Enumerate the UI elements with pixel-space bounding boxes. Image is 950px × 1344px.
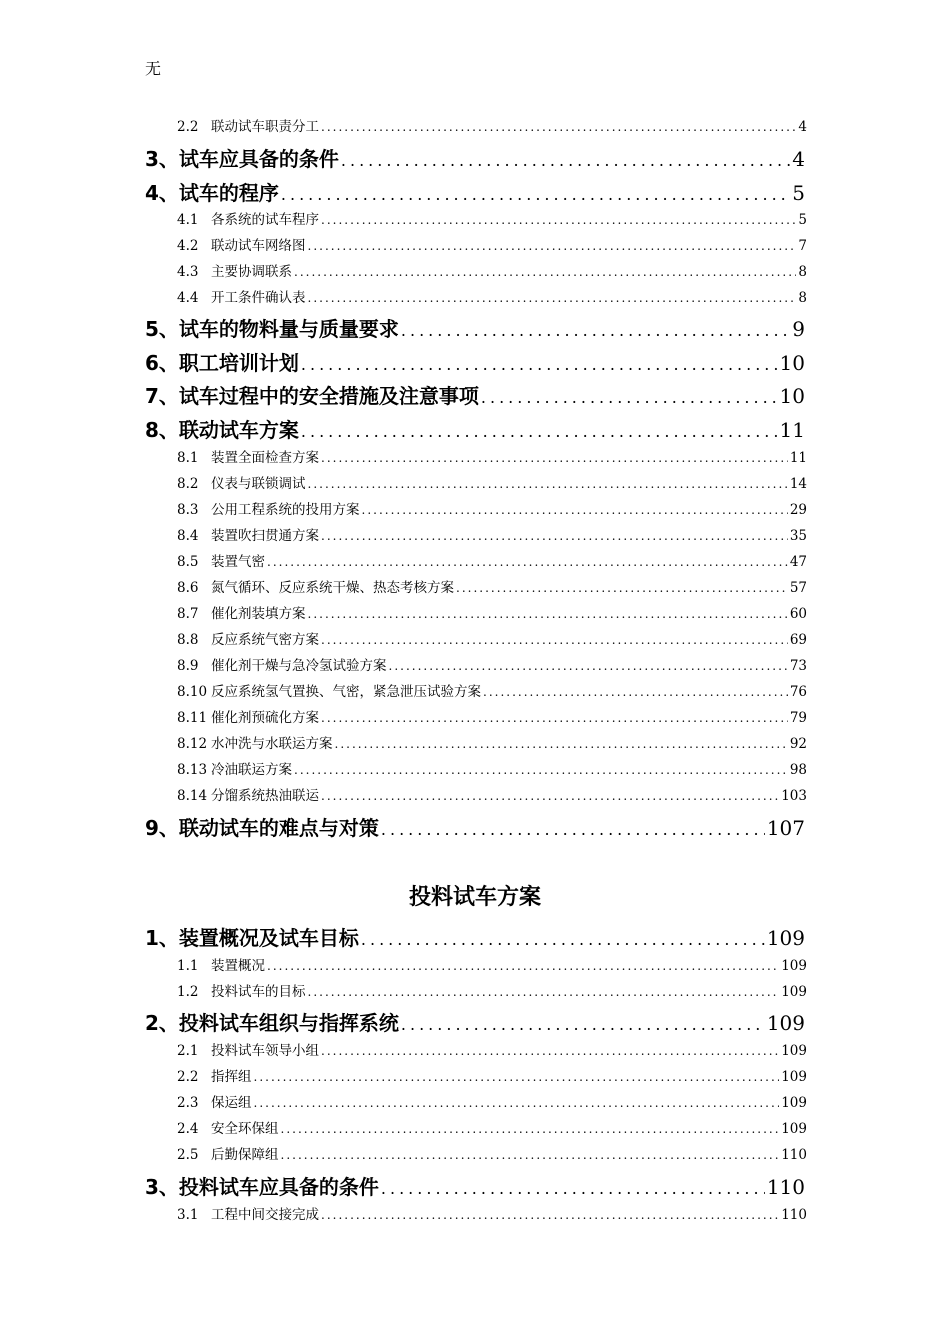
- toc-leader-dots: [321, 120, 796, 134]
- toc-entry-title: 4、试车的程序: [145, 181, 279, 205]
- toc-section-entry[interactable]: [177, 602, 807, 622]
- toc-page-number: 11: [779, 418, 805, 442]
- toc-leader-dots: [308, 291, 797, 305]
- toc-page-number: 4: [792, 147, 805, 171]
- toc-entry-title: 3、试车应具备的条件: [145, 147, 339, 171]
- toc-section-entry[interactable]: [177, 234, 807, 254]
- toc-entry-title: 工程中间交接完成: [211, 1207, 319, 1223]
- toc-section-number: 8.1: [177, 450, 199, 466]
- toc-leader-dots: [321, 1208, 779, 1222]
- toc-entry-title: 主要协调联系: [211, 264, 292, 280]
- toc-leader-dots: [483, 685, 788, 699]
- toc-chapter-entry[interactable]: [145, 347, 805, 376]
- toc-entry-title: 5、试车的物料量与质量要求: [145, 317, 399, 341]
- toc-section-number: 8.12: [177, 736, 208, 752]
- toc-section-entry[interactable]: [177, 1065, 807, 1085]
- toc-page-number: 110: [781, 1147, 807, 1163]
- toc-entry-title: 仪表与联锁调试: [211, 476, 306, 492]
- toc-page-number: 109: [766, 926, 805, 950]
- toc-section-number: 8.6: [177, 580, 199, 596]
- toc-page-number: 92: [789, 736, 807, 752]
- toc-page-number: 14: [789, 476, 807, 492]
- toc-page-number: 110: [781, 1207, 807, 1223]
- toc-page-number: 109: [781, 1043, 807, 1059]
- toc-entry-title: 9、联动试车的难点与对策: [145, 816, 379, 840]
- toc-leader-dots: [361, 930, 765, 949]
- toc-entry-title: 分馏系统热油联运: [211, 788, 319, 804]
- toc-section-entry[interactable]: [177, 654, 807, 674]
- toc-chapter-entry[interactable]: [145, 1171, 805, 1200]
- toc-page-number: 107: [766, 816, 805, 840]
- toc-section-number: 8.7: [177, 606, 199, 622]
- toc-leader-dots: [281, 1122, 780, 1136]
- toc-section-entry[interactable]: [177, 680, 807, 700]
- toc-page-number: 11: [789, 450, 807, 466]
- toc-page-number: 109: [781, 1069, 807, 1085]
- toc-section-entry[interactable]: [177, 446, 807, 466]
- toc-page-number: 9: [792, 317, 805, 341]
- toc-entry-title: 联动试车职责分工: [211, 119, 319, 135]
- section-title: 投料试车方案: [408, 885, 541, 910]
- toc-chapter-entry[interactable]: [145, 177, 805, 206]
- toc-leader-dots: [321, 451, 788, 465]
- toc-entry-title: 冷油联运方案: [211, 762, 292, 778]
- toc-page-number: 110: [766, 1175, 805, 1199]
- toc-section-number: 2.5: [177, 1147, 199, 1163]
- toc-leader-dots: [308, 477, 788, 491]
- toc-section-number: 8.13: [177, 762, 208, 778]
- toc-section-number: 2.2: [177, 119, 199, 135]
- toc-section-number: 8.5: [177, 554, 199, 570]
- toc-section-entry[interactable]: [177, 1039, 807, 1059]
- toc-section-number: 2.3: [177, 1095, 199, 1111]
- toc-entry-title: 后勤保障组: [211, 1147, 279, 1163]
- toc-chapter-entry[interactable]: [145, 1007, 805, 1036]
- toc-entry-title: 3、投料试车应具备的条件: [145, 1175, 379, 1199]
- toc-page-number: 103: [781, 788, 807, 804]
- toc-section-entry[interactable]: [177, 706, 807, 726]
- toc-leader-dots: [308, 239, 797, 253]
- toc-section-number: 3.1: [177, 1207, 199, 1223]
- toc-leader-dots: [401, 321, 790, 340]
- toc-entry-title: 开工条件确认表: [211, 290, 306, 306]
- toc-page-number: 109: [781, 1121, 807, 1137]
- toc-entry-title: 联动试车网络图: [211, 238, 306, 254]
- toc-section-number: 8.4: [177, 528, 199, 544]
- toc-section-entry[interactable]: [177, 208, 807, 228]
- toc-entry-title: 催化剂装填方案: [211, 606, 306, 622]
- toc-section-number: 8.8: [177, 632, 199, 648]
- toc-section-entry[interactable]: [177, 980, 807, 1000]
- toc-leader-dots: [301, 422, 778, 441]
- toc-entry-title: 7、试车过程中的安全措施及注意事项: [145, 384, 479, 408]
- toc-section-entry[interactable]: [177, 1117, 807, 1137]
- toc-page-number: 109: [781, 958, 807, 974]
- toc-page-number: 79: [789, 710, 807, 726]
- toc-entry-title: 装置概况: [211, 958, 265, 974]
- toc-page-number: 7: [798, 238, 807, 254]
- toc-entry-title: 装置全面检查方案: [211, 450, 319, 466]
- toc-page-number: 69: [789, 632, 807, 648]
- toc-page-number: 35: [789, 528, 807, 544]
- toc-page-number: 76: [789, 684, 807, 700]
- toc-section-entry[interactable]: [177, 1203, 807, 1223]
- toc-leader-dots: [321, 213, 796, 227]
- toc-section-entry[interactable]: [177, 115, 807, 135]
- toc-page-number: 73: [789, 658, 807, 674]
- toc-entry-title: 各系统的试车程序: [211, 212, 319, 228]
- toc-page-number: 109: [781, 1095, 807, 1111]
- toc-entry-title: 2、投料试车组织与指挥系统: [145, 1011, 399, 1035]
- toc-entry-title: 装置吹扫贯通方案: [211, 528, 319, 544]
- toc-section-number: 1.1: [177, 958, 199, 974]
- toc-entry-title: 8、联动试车方案: [145, 418, 299, 442]
- toc-chapter-entry[interactable]: [145, 812, 805, 841]
- toc-section-number: 8.10: [177, 684, 208, 700]
- toc-section-number: 8.14: [177, 788, 208, 804]
- toc-section-entry[interactable]: [177, 524, 807, 544]
- toc-page-number: 4: [798, 119, 807, 135]
- toc-section-number: 2.2: [177, 1069, 199, 1085]
- toc-leader-dots: [294, 265, 796, 279]
- toc-section-entry[interactable]: [177, 286, 807, 306]
- toc-entry-title: 投料试车的目标: [211, 984, 306, 1000]
- toc-leader-dots: [321, 1044, 779, 1058]
- toc-section-entry[interactable]: [177, 628, 807, 648]
- toc-entry-title: 催化剂预硫化方案: [211, 710, 319, 726]
- toc-leader-dots: [381, 820, 765, 839]
- toc-page-number: 47: [789, 554, 807, 570]
- toc-entry-title: 保运组: [211, 1095, 252, 1111]
- toc-entry-title: 反应系统氢气置换、气密，紧急泄压试验方案: [211, 684, 481, 700]
- toc-leader-dots: [389, 659, 788, 673]
- page-header: 无: [145, 59, 162, 78]
- toc-leader-dots: [481, 388, 778, 407]
- toc-entry-title: 投料试车领导小组: [211, 1043, 319, 1059]
- toc-section-entry[interactable]: [177, 498, 807, 518]
- toc-page-number: 109: [766, 1011, 805, 1035]
- toc-page-number: 29: [789, 502, 807, 518]
- toc-entry-title: 1、装置概况及试车目标: [145, 926, 359, 950]
- toc-leader-dots: [267, 555, 788, 569]
- toc-page-number: 98: [789, 762, 807, 778]
- toc-section-entry[interactable]: [177, 954, 807, 974]
- toc-section-entry[interactable]: [177, 784, 807, 804]
- toc-section-entry[interactable]: [177, 260, 807, 280]
- toc-chapter-entry[interactable]: [145, 922, 805, 951]
- toc-page-number: 8: [798, 290, 807, 306]
- toc-leader-dots: [308, 985, 780, 999]
- toc-section-number: 8.2: [177, 476, 199, 492]
- toc-leader-dots: [362, 503, 788, 517]
- toc-section-entry[interactable]: [177, 1091, 807, 1111]
- toc-page-number: 57: [789, 580, 807, 596]
- toc-chapter-entry[interactable]: [145, 143, 805, 172]
- toc-section-entry[interactable]: [177, 758, 807, 778]
- toc-leader-dots: [321, 789, 779, 803]
- toc-chapter-entry[interactable]: [145, 380, 805, 409]
- toc-page-number: 109: [781, 984, 807, 1000]
- toc-entry-title: 6、职工培训计划: [145, 351, 299, 375]
- toc-entry-title: 水冲洗与水联运方案: [211, 736, 333, 752]
- toc-leader-dots: [321, 529, 788, 543]
- toc-leader-dots: [401, 1015, 765, 1034]
- toc-entry-title: 反应系统气密方案: [211, 632, 319, 648]
- toc-entry-title: 催化剂干燥与急冷氢试验方案: [211, 658, 387, 674]
- toc-section-number: 8.9: [177, 658, 199, 674]
- toc-leader-dots: [254, 1070, 780, 1084]
- toc-page-number: 8: [798, 264, 807, 280]
- toc-leader-dots: [456, 581, 788, 595]
- toc-section-number: 2.4: [177, 1121, 199, 1137]
- toc-section-number: 8.11: [177, 710, 208, 726]
- toc-page-number: 5: [792, 181, 805, 205]
- toc-leader-dots: [254, 1096, 780, 1110]
- toc-section-entry[interactable]: [177, 472, 807, 492]
- toc-entry-title: 装置气密: [211, 554, 265, 570]
- toc-entry-title: 氮气循环、反应系统干燥、热态考核方案: [211, 580, 454, 596]
- toc-leader-dots: [267, 959, 779, 973]
- toc-section-number: 4.2: [177, 238, 199, 254]
- toc-page-number: 5: [798, 212, 807, 228]
- toc-leader-dots: [335, 737, 788, 751]
- toc-section-number: 2.1: [177, 1043, 199, 1059]
- toc-chapter-entry[interactable]: [145, 313, 805, 342]
- toc-leader-dots: [281, 1148, 780, 1162]
- toc-entry-title: 安全环保组: [211, 1121, 279, 1137]
- toc-leader-dots: [321, 633, 788, 647]
- toc-leader-dots: [281, 185, 790, 204]
- toc-section-entry[interactable]: [177, 576, 807, 596]
- toc-leader-dots: [301, 355, 778, 374]
- toc-page-number: 10: [779, 351, 805, 375]
- toc-entry-title: 指挥组: [211, 1069, 252, 1085]
- toc-section-entry[interactable]: [177, 550, 807, 570]
- toc-section-entry[interactable]: [177, 732, 807, 752]
- toc-entry-title: 公用工程系统的投用方案: [211, 502, 360, 518]
- toc-section-number: 8.3: [177, 502, 199, 518]
- toc-section-number: 4.3: [177, 264, 199, 280]
- toc-section-number: 1.2: [177, 984, 199, 1000]
- toc-section-number: 4.1: [177, 212, 199, 228]
- toc-section-entry[interactable]: [177, 1143, 807, 1163]
- toc-leader-dots: [381, 1179, 765, 1198]
- toc-leader-dots: [294, 763, 788, 777]
- toc-page-number: 60: [789, 606, 807, 622]
- toc-leader-dots: [341, 151, 790, 170]
- toc-section-number: 4.4: [177, 290, 199, 306]
- toc-chapter-entry[interactable]: [145, 414, 805, 443]
- toc-leader-dots: [321, 711, 788, 725]
- toc-leader-dots: [308, 607, 788, 621]
- toc-page-number: 10: [779, 384, 805, 408]
